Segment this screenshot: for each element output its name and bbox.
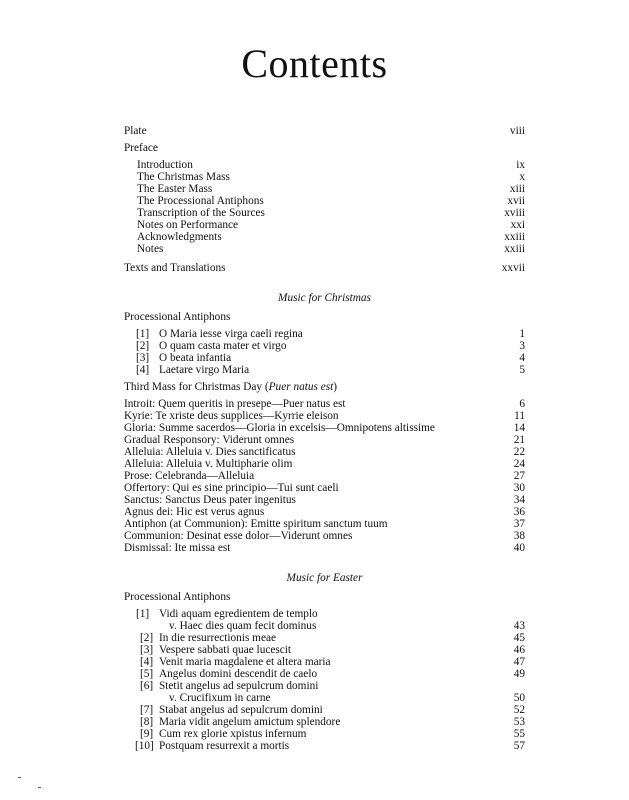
page-title: Contents — [241, 41, 388, 86]
entry-title: Alleluia: Alleluia v. Dies sanctificatus — [124, 446, 296, 458]
entry-title: Maria vidit angelum amictum splendore — [159, 716, 341, 728]
entry-page: 40 — [513, 542, 525, 554]
toc-entry[interactable] — [124, 340, 525, 352]
entry-title: Alleluia: Alleluia v. Multipharie olim — [124, 458, 293, 470]
entry-title: The Easter Mass — [137, 183, 213, 195]
entry-title: v. Crucifixum in carne — [169, 692, 271, 704]
toc-entry[interactable] — [124, 716, 525, 728]
toc-entry[interactable] — [124, 632, 525, 644]
toc-entry-preface-item[interactable] — [124, 243, 525, 255]
entry-page: 4 — [519, 352, 525, 364]
entry-title: Preface — [124, 142, 158, 154]
entry-title: Gloria: Summe sacerdos—Gloria in excelsis—Omnipotens altissime — [124, 422, 435, 434]
toc-entry[interactable] — [124, 608, 525, 620]
entry-page: xxvii — [501, 262, 525, 274]
entry-title: Gradual Responsory: Viderunt omnes — [124, 434, 295, 446]
entry-title: v. Haec dies quam fecit dominus — [169, 620, 317, 632]
entry-number: [5] — [140, 668, 154, 680]
entry-number: [1] — [136, 608, 150, 620]
entry-title: Vidi aquam egredientem de templo — [159, 608, 318, 620]
entry-number: [9] — [140, 728, 154, 740]
toc-entry[interactable] — [124, 410, 525, 422]
entry-title: Sanctus: Sanctus Deus pater ingenitus — [124, 494, 296, 506]
entry-title: Acknowledgments — [137, 231, 222, 243]
toc-entry[interactable] — [124, 398, 525, 410]
entry-page: x — [519, 171, 525, 183]
entry-number: [4] — [136, 364, 150, 376]
entry-number: [2] — [136, 340, 150, 352]
entry-title: In die resurrectionis meae — [159, 632, 276, 644]
christmas-mass-list — [124, 398, 525, 554]
entry-page: 3 — [519, 340, 525, 352]
toc-entry[interactable] — [124, 530, 525, 542]
toc-entry[interactable] — [124, 482, 525, 494]
toc-entry-preface-item[interactable] — [124, 219, 525, 231]
entry-page: 34 — [513, 494, 525, 506]
table-of-contents — [124, 125, 525, 752]
entry-number: [10] — [135, 740, 154, 752]
entry-title: Vespere sabbati quae lucescit — [159, 644, 292, 656]
entry-page: 37 — [513, 518, 525, 530]
entry-number: [2] — [140, 632, 154, 644]
entry-page: 52 — [513, 704, 525, 716]
entry-page: xviii — [504, 207, 525, 219]
entry-title: Venit maria magdalene et altera maria — [159, 656, 331, 668]
toc-entry[interactable] — [124, 518, 525, 530]
toc-entry[interactable] — [124, 506, 525, 518]
entry-page: 55 — [513, 728, 525, 740]
entry-title: Offertory: Qui es sine principio—Tui sunt caeli — [124, 482, 339, 494]
entry-title: Dismissal: Ite missa est — [124, 542, 231, 554]
entry-page: 22 — [513, 446, 525, 458]
entry-title: Stetit angelus ad sepulcrum domini — [159, 680, 319, 692]
toc-entry[interactable] — [124, 458, 525, 470]
entry-page: 38 — [513, 530, 525, 542]
subsection-label: Processional Antiphons — [124, 591, 231, 603]
toc-entry-preface-item[interactable] — [124, 159, 525, 171]
entry-page: 45 — [513, 632, 525, 644]
entry-page: 24 — [513, 458, 525, 470]
entry-title: Stabat angelus ad sepulcrum domini — [159, 704, 323, 716]
entry-page: 50 — [513, 692, 525, 704]
entry-page: 5 — [519, 364, 525, 376]
entry-title: Introit: Quem queritis in presepe—Puer natus est — [124, 398, 346, 410]
subsection-label: Processional Antiphons — [124, 311, 231, 323]
scan-speck — [18, 777, 21, 778]
entry-page: 6 — [519, 398, 525, 410]
entry-title: Transcription of the Sources — [137, 207, 265, 219]
entry-title: O beata infantia — [159, 352, 232, 364]
entry-page: 36 — [513, 506, 525, 518]
entry-title: Postquam resurrexit a mortis — [159, 740, 290, 752]
easter-antiphon-list — [124, 608, 525, 752]
entry-title: O Maria iesse virga caeli regina — [159, 328, 303, 340]
toc-entry[interactable] — [124, 680, 525, 692]
toc-entry-verse[interactable] — [124, 620, 525, 632]
entry-page: xvii — [507, 195, 525, 207]
entry-number: [8] — [140, 716, 154, 728]
toc-entry[interactable] — [124, 740, 525, 752]
entry-page: 27 — [513, 470, 525, 482]
toc-entry[interactable] — [124, 704, 525, 716]
entry-title: Notes on Performance — [137, 219, 239, 231]
christmas-antiphon-list — [124, 328, 525, 376]
subsection-label-mass: Third Mass for Christmas Day (Puer natus est) — [124, 381, 338, 393]
toc-entry[interactable] — [124, 470, 525, 482]
entry-number: [7] — [140, 704, 154, 716]
entry-page: ix — [516, 159, 525, 171]
toc-entry-plate[interactable] — [124, 125, 525, 137]
entry-page: 11 — [514, 410, 525, 422]
toc-entry-texts[interactable] — [124, 262, 525, 274]
toc-entry-preface-item[interactable] — [124, 171, 525, 183]
entry-number: [6] — [140, 680, 154, 692]
entry-title: Plate — [124, 125, 147, 137]
toc-entry[interactable] — [124, 328, 525, 340]
entry-page: viii — [509, 125, 525, 137]
toc-entry[interactable] — [124, 494, 525, 506]
toc-entry[interactable] — [124, 542, 525, 554]
entry-title: Prose: Celebranda—Alleluia — [124, 470, 255, 482]
entry-title: Antiphon (at Communion): Emitte spiritum sanctum tuum — [124, 518, 388, 530]
toc-entry[interactable] — [124, 656, 525, 668]
entry-page: 53 — [513, 716, 525, 728]
toc-entry[interactable] — [124, 422, 525, 434]
toc-entry[interactable] — [124, 728, 525, 740]
entry-page: 30 — [513, 482, 525, 494]
entry-page: xxiii — [504, 243, 525, 255]
toc-entry[interactable] — [124, 644, 525, 656]
entry-page: 46 — [513, 644, 525, 656]
entry-page: xxiii — [504, 231, 525, 243]
entry-title: Cum rex glorie xpistus infernum — [159, 728, 307, 740]
entry-number: [1] — [136, 328, 150, 340]
entry-title: Agnus dei: Hic est verus agnus — [124, 506, 265, 518]
toc-entry[interactable] — [124, 668, 525, 680]
scan-speck — [38, 787, 41, 788]
entry-page: 57 — [513, 740, 525, 752]
entry-title: Introduction — [137, 159, 193, 171]
entry-number: [4] — [140, 656, 154, 668]
entry-title: The Christmas Mass — [137, 171, 230, 183]
toc-entry-preface-item[interactable] — [124, 195, 525, 207]
entry-title: Laetare virgo Maria — [159, 364, 250, 376]
toc-entry-verse[interactable] — [124, 692, 525, 704]
toc-entry-preface-item[interactable] — [124, 183, 525, 195]
entry-title: Texts and Translations — [124, 262, 226, 274]
toc-entry-preface-item[interactable] — [124, 231, 525, 243]
entry-number: [3] — [140, 644, 154, 656]
toc-entry[interactable] — [124, 364, 525, 376]
entry-page: 43 — [513, 620, 525, 632]
toc-entry[interactable] — [124, 446, 525, 458]
preface-list — [124, 159, 525, 255]
section-heading-christmas: Music for Christmas — [278, 292, 371, 304]
entry-page: xxi — [510, 219, 525, 231]
entry-page: 49 — [513, 668, 525, 680]
entry-page: 47 — [513, 656, 525, 668]
entry-page: 14 — [513, 422, 525, 434]
toc-entry[interactable] — [124, 352, 525, 364]
entry-title: Communion: Desinat esse dolor—Viderunt omnes — [124, 530, 353, 542]
entry-page: 21 — [513, 434, 525, 446]
entry-title: Notes — [137, 243, 164, 255]
toc-entry-preface-item[interactable] — [124, 207, 525, 219]
toc-entry[interactable] — [124, 434, 525, 446]
entry-title: Kyrie: Te xriste deus supplices—Kyrrie eleison — [124, 410, 339, 422]
entry-number: [3] — [136, 352, 150, 364]
entry-page: 1 — [519, 328, 525, 340]
entry-page: xiii — [509, 183, 525, 195]
entry-title: The Processional Antiphons — [137, 195, 264, 207]
section-heading-easter: Music for Easter — [286, 572, 363, 584]
toc-entry-preface[interactable] — [124, 142, 525, 154]
entry-title: O quam casta mater et virgo — [159, 340, 287, 352]
entry-title: Angelus domini descendit de caelo — [159, 668, 318, 680]
